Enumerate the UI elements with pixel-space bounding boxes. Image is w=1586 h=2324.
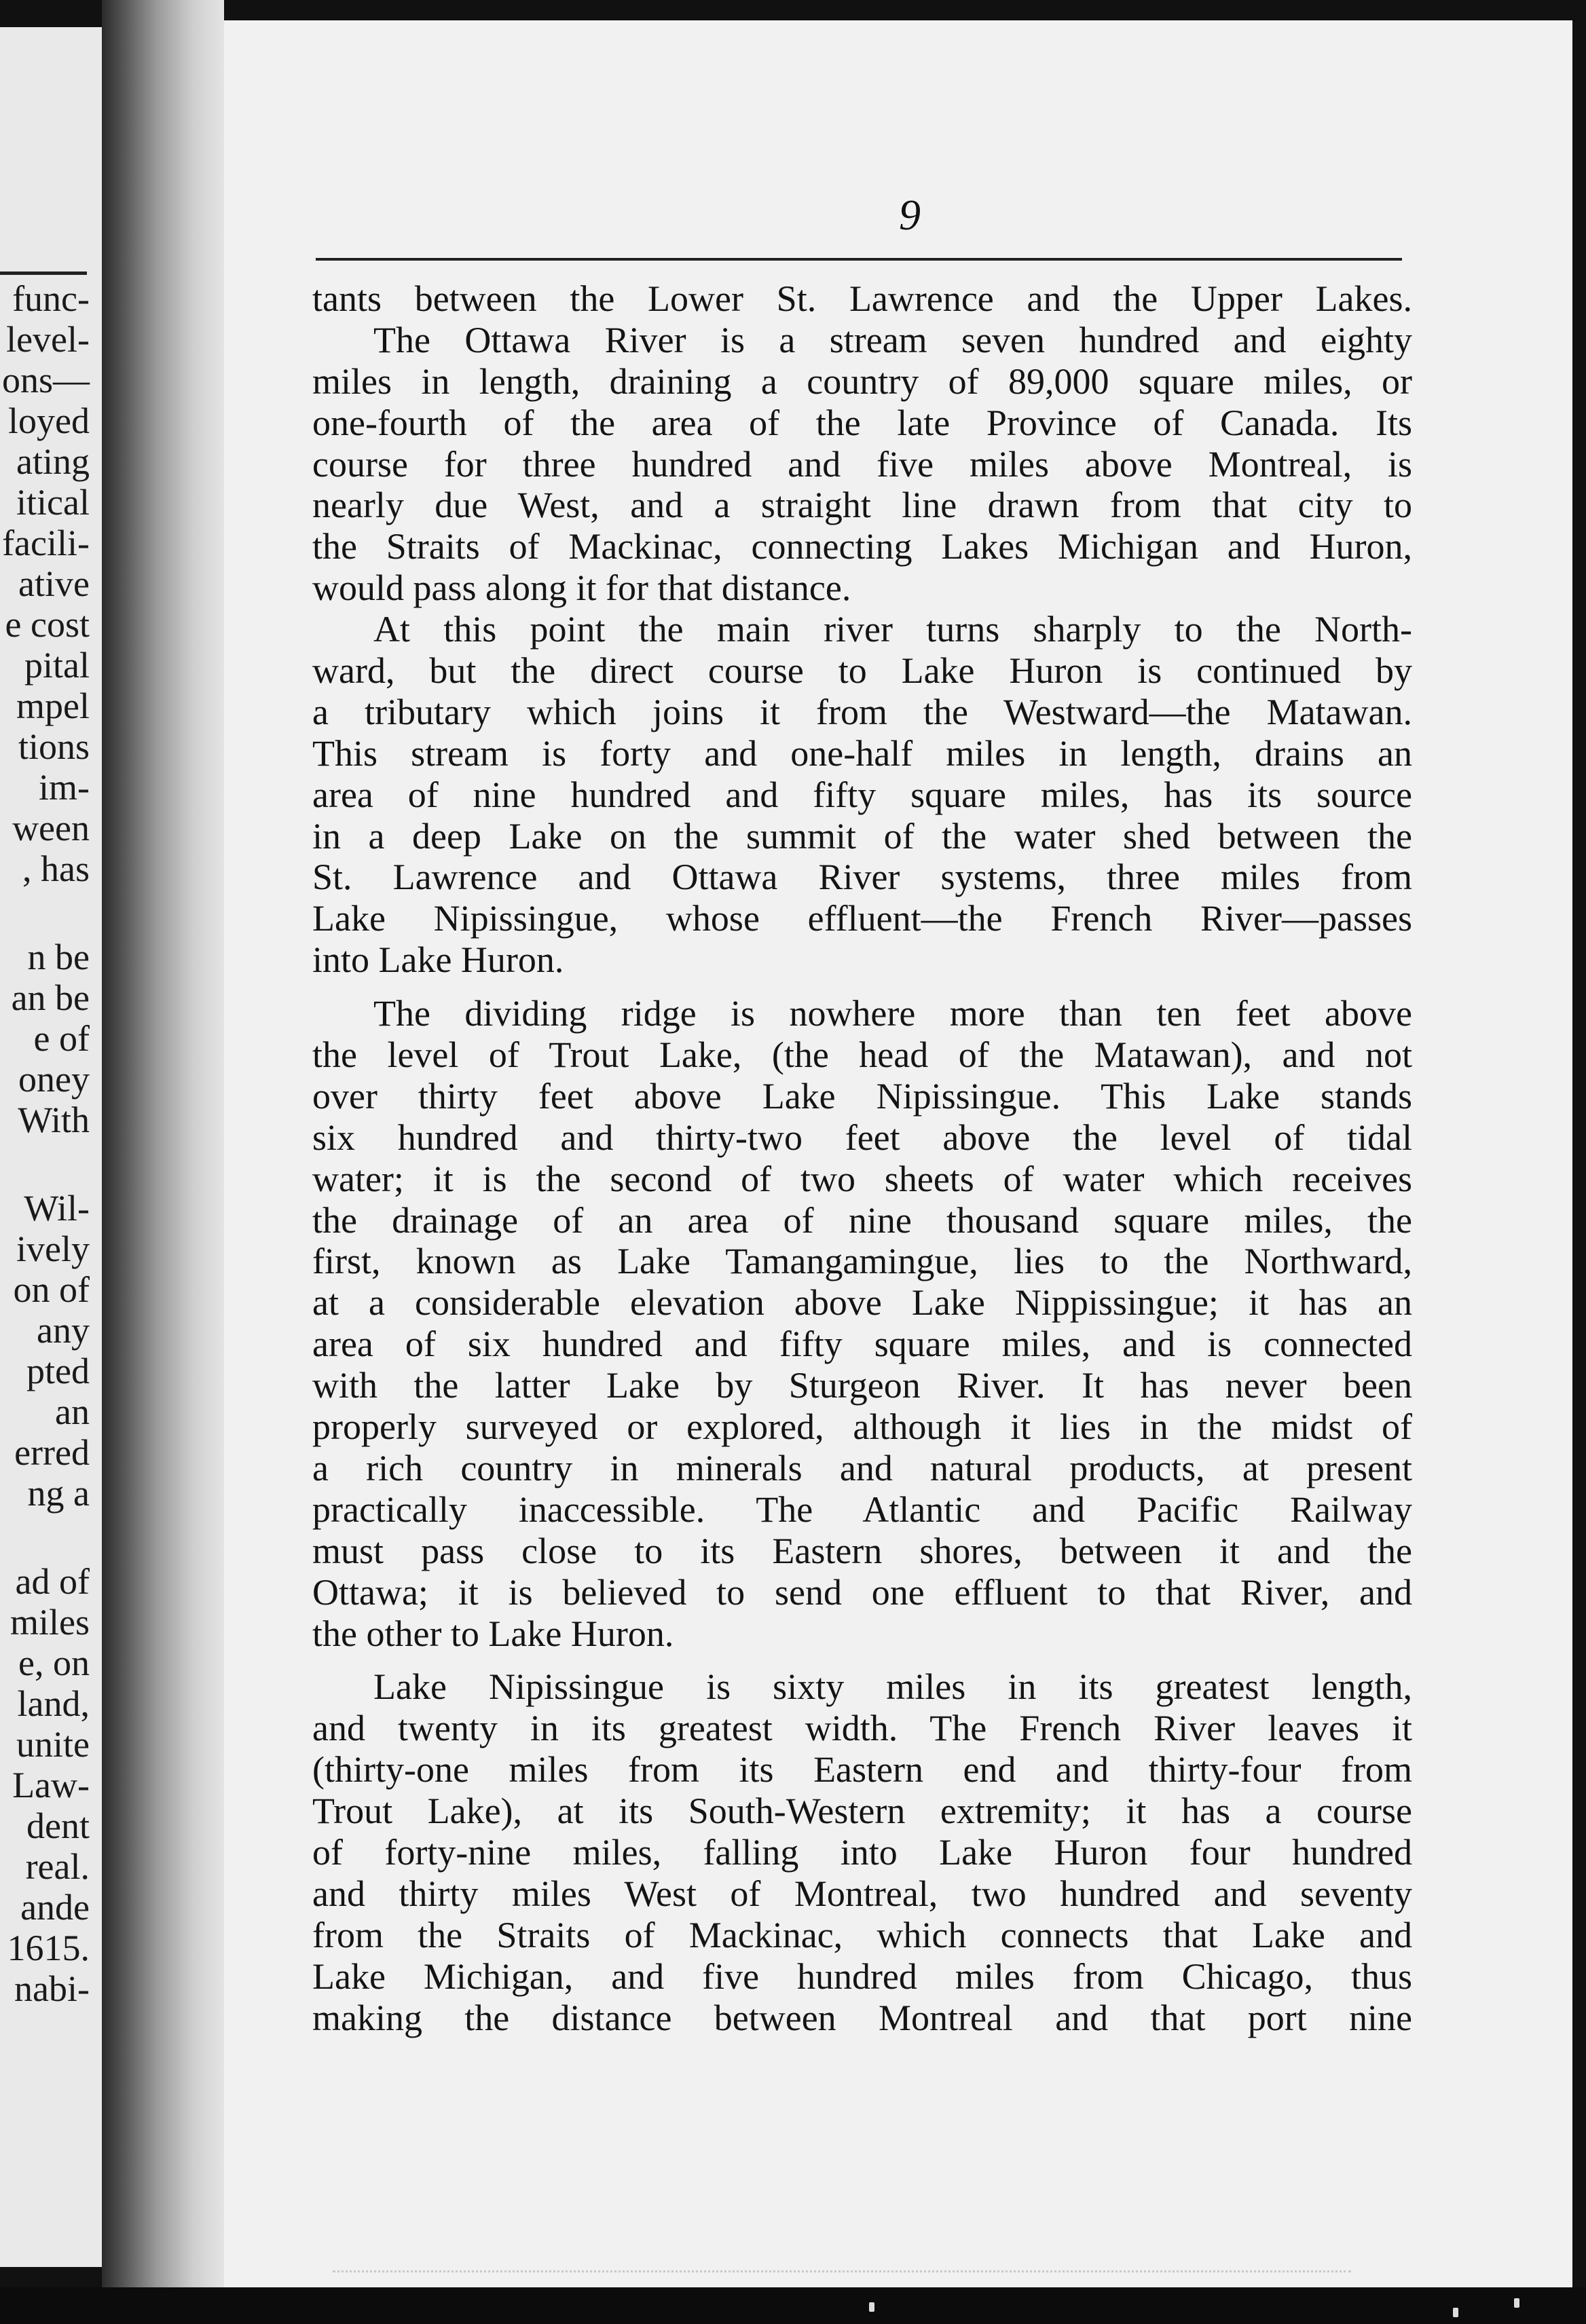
book-gutter — [102, 0, 224, 2324]
previous-page-line: ively — [16, 1229, 90, 1269]
text-line: would pass along it for that distance. — [312, 567, 851, 609]
text-line: The Ottawa River is a stream seven hundred and eighty — [373, 319, 1412, 360]
previous-page-line: e cost — [5, 604, 90, 645]
text-line: must pass close to its Eastern shores, between it and the — [312, 1530, 1412, 1571]
text-line: (thirty-one miles from its Eastern end and thirty-four from — [312, 1749, 1412, 1791]
previous-page-line: ande — [20, 1887, 90, 1928]
text-line: a tributary which joins it from the Westward—the Matawan. — [312, 691, 1412, 732]
previous-page-line: Law- — [12, 1765, 90, 1805]
page-number: 9 — [899, 191, 921, 239]
text-line: with the latter Lake by Sturgeon River. It has never been — [312, 1365, 1412, 1406]
text-line: Lake Nipissingue is sixty miles in its greatest length, — [373, 1666, 1412, 1708]
previous-page-line: pital — [24, 645, 90, 686]
text-line: properly surveyed or explored, although it lies in the midst of — [312, 1406, 1412, 1448]
previous-page-rule — [0, 271, 87, 275]
text-line: water; it is the second of two sheets of water which receives — [312, 1158, 1412, 1199]
text-line: tants between the Lower St. Lawrence and the Upper Lakes. — [312, 278, 1412, 319]
previous-page-line: facili- — [2, 523, 90, 563]
previous-page-strip — [0, 27, 102, 2267]
text-line: the level of Trout Lake, (the head of the Matawan), and not — [312, 1034, 1412, 1076]
previous-page-line: e of — [33, 1018, 90, 1059]
text-line: into Lake Huron. — [312, 939, 564, 981]
previous-page-line: ad of — [15, 1561, 90, 1602]
text-line: This stream is forty and one-half miles in length, drains an — [312, 732, 1412, 774]
text-line: practically inaccessible. The Atlantic and Pacific Railway — [312, 1488, 1412, 1530]
text-line: area of six hundred and fifty square miles, and is connected — [312, 1324, 1412, 1365]
previous-page-line: an be — [11, 977, 90, 1018]
text-line: and thirty miles West of Montreal, two hundred and seventy — [312, 1873, 1412, 1914]
previous-page-line: on of — [13, 1269, 90, 1310]
text-line: miles in length, draining a country of 89,000 square miles, or — [312, 360, 1412, 402]
previous-page-line: mpel — [16, 686, 90, 726]
previous-page-line: Wil- — [24, 1188, 90, 1229]
header-rule — [316, 258, 1402, 261]
text-line: and twenty in its greatest width. The French River leaves it — [312, 1708, 1412, 1749]
show-through-text — [333, 2270, 1351, 2279]
previous-page-line: real. — [25, 1846, 90, 1887]
text-line: ward, but the direct course to Lake Huron is continued by — [312, 650, 1412, 692]
previous-page-line: unite — [16, 1724, 90, 1765]
text-line: Trout Lake), at its South-Western extremity; it has a course — [312, 1791, 1412, 1832]
previous-page-line: ng a — [27, 1473, 90, 1514]
previous-page-line: dent — [26, 1805, 90, 1846]
previous-page-line: any — [37, 1310, 90, 1351]
text-line: At this point the main river turns sharply to the North- — [373, 609, 1412, 650]
text-line: Lake Nipissingue, whose effluent—the French River—passes — [312, 898, 1412, 939]
text-line: a rich country in minerals and natural products, at present — [312, 1447, 1412, 1488]
previous-page-line: loyed — [8, 400, 90, 441]
dust-speck — [1514, 2298, 1519, 2308]
text-line: The dividing ridge is nowhere more than ten feet above — [373, 993, 1412, 1034]
previous-page-line: With — [18, 1100, 90, 1140]
book-page — [224, 20, 1572, 2287]
previous-page-line: level- — [6, 319, 90, 360]
text-line: of forty-nine miles, falling into Lake Huron four hundred — [312, 1831, 1412, 1873]
text-line: one-fourth of the area of the late Province of Canada. Its — [312, 402, 1412, 443]
text-line: over thirty feet above Lake Nipissingue. This Lake stands — [312, 1075, 1412, 1117]
text-line: the drainage of an area of nine thousand square miles, the — [312, 1199, 1412, 1241]
text-line: first, known as Lake Tamangamingue, lies to the Northward, — [312, 1241, 1412, 1282]
text-line: making the distance between Montreal and that port nine — [312, 1997, 1412, 2038]
previous-page-line: e, on — [18, 1643, 90, 1683]
dust-speck — [869, 2302, 874, 2312]
text-line: nearly due West, and a straight line drawn from that city to — [312, 485, 1412, 526]
previous-page-line: ative — [18, 563, 90, 604]
previous-page-line: 1615. — [7, 1928, 90, 1968]
previous-page-line: land, — [17, 1683, 90, 1724]
previous-page-line: im- — [39, 767, 90, 808]
text-line: the Straits of Mackinac, connecting Lakes Michigan and Huron, — [312, 526, 1412, 567]
previous-page-line: miles — [10, 1602, 90, 1643]
text-line: area of nine hundred and fifty square miles, has its source — [312, 774, 1412, 815]
text-line: at a considerable elevation above Lake Nippissingue; it has an — [312, 1282, 1412, 1324]
text-line: six hundred and thirty-two feet above the level of tidal — [312, 1117, 1412, 1158]
text-line: course for three hundred and five miles above Montreal, is — [312, 443, 1412, 485]
scan-background — [0, 2287, 1586, 2324]
dust-speck — [1453, 2308, 1458, 2317]
page-body — [312, 278, 1412, 2038]
previous-page-line: tions — [18, 726, 90, 767]
previous-page-line: nabi- — [14, 1968, 90, 2009]
previous-page-line: , has — [22, 848, 90, 889]
previous-page-line: an — [55, 1391, 90, 1432]
text-line: the other to Lake Huron. — [312, 1613, 674, 1654]
previous-page-line: oney — [18, 1059, 90, 1100]
previous-page-line: ating — [16, 441, 90, 482]
previous-page-line: n be — [27, 937, 90, 977]
previous-page-line: func- — [12, 278, 90, 319]
previous-page-line: ons— — [1, 360, 90, 400]
previous-page-line: pted — [26, 1351, 90, 1391]
text-line: from the Straits of Mackinac, which connects that Lake and — [312, 1914, 1412, 1955]
text-line: Lake Michigan, and five hundred miles from Chicago, thus — [312, 1955, 1412, 1997]
previous-page-line: erred — [14, 1432, 90, 1473]
text-line: St. Lawrence and Ottawa River systems, three miles from — [312, 857, 1412, 898]
text-line: Ottawa; it is believed to send one effluent to that River, and — [312, 1571, 1412, 1613]
previous-page-line: itical — [16, 482, 90, 523]
text-line: in a deep Lake on the summit of the water shed between the — [312, 815, 1412, 857]
previous-page-line: ween — [12, 808, 90, 848]
